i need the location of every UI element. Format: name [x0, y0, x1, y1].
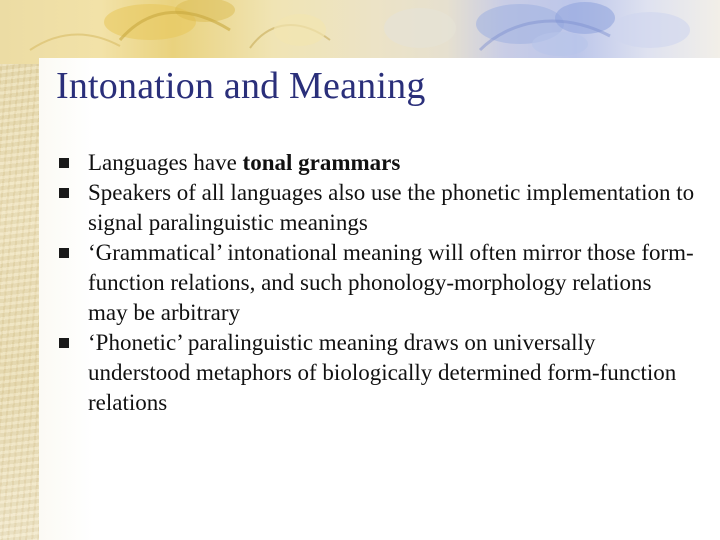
- bullet-text: ‘Phonetic’ paralinguistic meaning draws on universally understood metaphors of biologically determined form-function relations: [88, 330, 677, 415]
- bullet-item: [56, 238, 696, 328]
- bullet-text: Languages have: [88, 150, 243, 175]
- square-bullet-icon: [59, 188, 69, 198]
- background-texture-strip: [0, 0, 42, 540]
- bullet-item: [56, 178, 696, 238]
- square-bullet-icon: [59, 248, 69, 258]
- slide-title: Intonation and Meaning: [56, 65, 426, 107]
- square-bullet-icon: [59, 158, 69, 168]
- bullet-list: [56, 148, 696, 418]
- decorative-floral-banner: [0, 0, 720, 64]
- bullet-bold-text: tonal grammars: [242, 150, 401, 175]
- bullet-item: [56, 148, 696, 178]
- bullet-item: [56, 328, 696, 418]
- bullet-text: ‘Grammatical’ intonational meaning will often mirror those form-function relations, and such phonology-morphology relations may be arbitrary: [88, 240, 694, 325]
- floral-pattern-graphic: [0, 0, 720, 64]
- bullet-text: Speakers of all languages also use the phonetic implementation to signal paralinguistic meanings: [88, 180, 695, 235]
- square-bullet-icon: [59, 338, 69, 348]
